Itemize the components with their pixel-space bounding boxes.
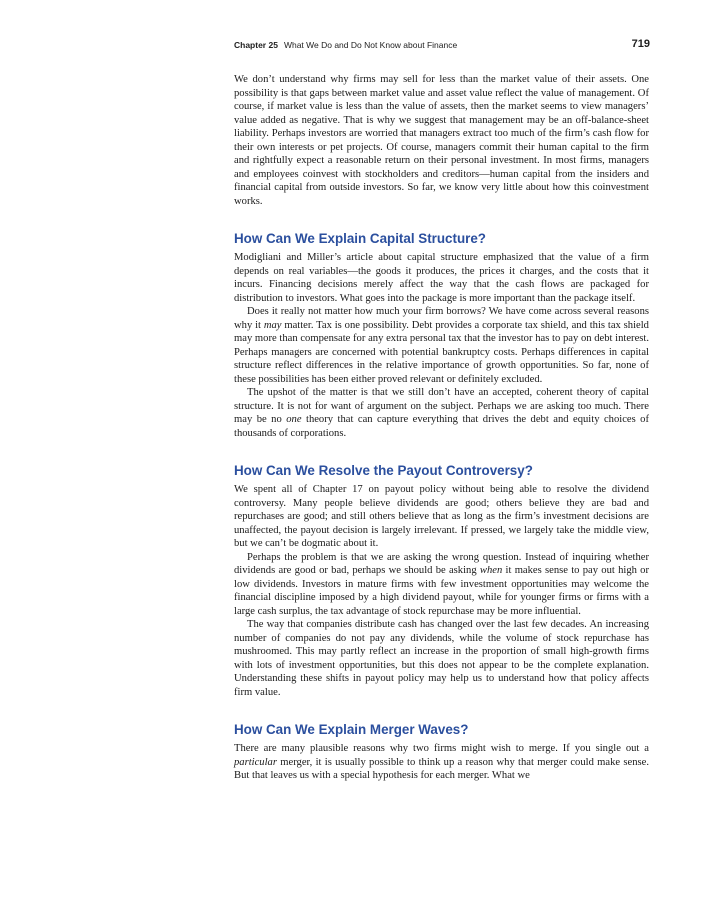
body-paragraph: The upshot of the matter is that we still don’t have an accepted, coherent theory of capital structure. It is not for want of argument on the subject. Perhaps we are asking too much. There may be no one theory that can capture everything that drives the debt and equity choices of thousands of corporations. [234, 387, 650, 439]
page-body [234, 73, 649, 783]
chapter-title: What We Do and Do Not Know about Finance [283, 40, 458, 50]
chapter-label: Chapter 25 [234, 40, 278, 50]
body-paragraph: Modigliani and Miller’s article about capital structure emphasized that the value of a firm depends on real variables—the goods it produces, the prices it charges, and the costs that it incurs. Financing decisions merely affect the way that the cash flows are packaged for distribution to investors. What goes into the package is more important than the package itself. [234, 252, 649, 304]
section-heading-capital-structure: How Can We Explain Capital Structure? [234, 231, 486, 246]
body-paragraph: We spent all of Chapter 17 on payout policy without being able to resolve the dividend controversy. Many people believe dividends are good; others believe they are bad and repurchases are good; and still others believe that as long as the firm’s investment decisions are unaffected, the payout decision is largely irrelevant. If pressed, we largely take the middle view, but we can’t be dogmatic about it. [234, 484, 649, 549]
running-header [234, 40, 650, 54]
page-number: 719 [631, 38, 650, 50]
body-paragraph: There are many plausible reasons why two firms might wish to merge. If you single out a particular merger, it is usually possible to think up a reason why that merger could make sense. But that leaves us with a special hypothesis for each merger. What we [234, 743, 649, 781]
intro-paragraph: We don’t understand why firms may sell for less than the market value of their assets. One possibility is that gaps between market value and asset value reflect the value of management. Of course, if market value is less than the value of assets, then the market seems to view managers’ value added as negative. That is why we suggest that management may be an off-balance-sheet liability. Perhaps investors are worried that managers extract too much of the firm’s cash flow for their own interests or pet projects. Of course, managers commit their human capital to the firm and rightfully expect a reasonable return on their personal investment. In most firms, managers and employees coinvest with stockholders and creditors—human capital from the insiders and financial capital from outside investors. So far, we know very little about how this coinvestment works. [234, 74, 649, 207]
body-paragraph: Does it really not matter how much your firm borrows? We have come across several reasons why it may matter. Tax is one possibility. Debt provides a corporate tax shield, and this tax shield may more than compensate for any extra personal tax that the investor has to pay on debt interest. Perhaps managers are concerned with potential bankruptcy costs. Perhaps differences in capital structure reflect differences in the relative importance of growth opportunities. So far, none of these possibilities has been either proved relevant or definitely excluded. [234, 306, 649, 385]
section-heading-payout-controversy: How Can We Resolve the Payout Controversy? [234, 463, 533, 478]
body-paragraph: The way that companies distribute cash has changed over the last few decades. An increasing number of companies do not pay any dividends, while the volume of stock repurchase has mushroomed. This may partly reflect an increase in the proportion of small high-growth firms with lots of investment opportunities, but this does not appear to be the complete explanation. Understanding these shifts in payout policy may help us to understand how that policy affects firm value. [234, 619, 649, 698]
body-paragraph: Perhaps the problem is that we are asking the wrong question. Instead of inquiring whether dividends are good or bad, perhaps we should be asking when it makes sense to pay out high or low dividends. Investors in mature firms with few investment opportunities may welcome the financial discipline imposed by a high dividend payout, while for younger firms or firms with a large cash surplus, the tax advantage of stock repurchase may be more influential. [234, 551, 649, 617]
section-heading-merger-waves: How Can We Explain Merger Waves? [234, 722, 469, 737]
